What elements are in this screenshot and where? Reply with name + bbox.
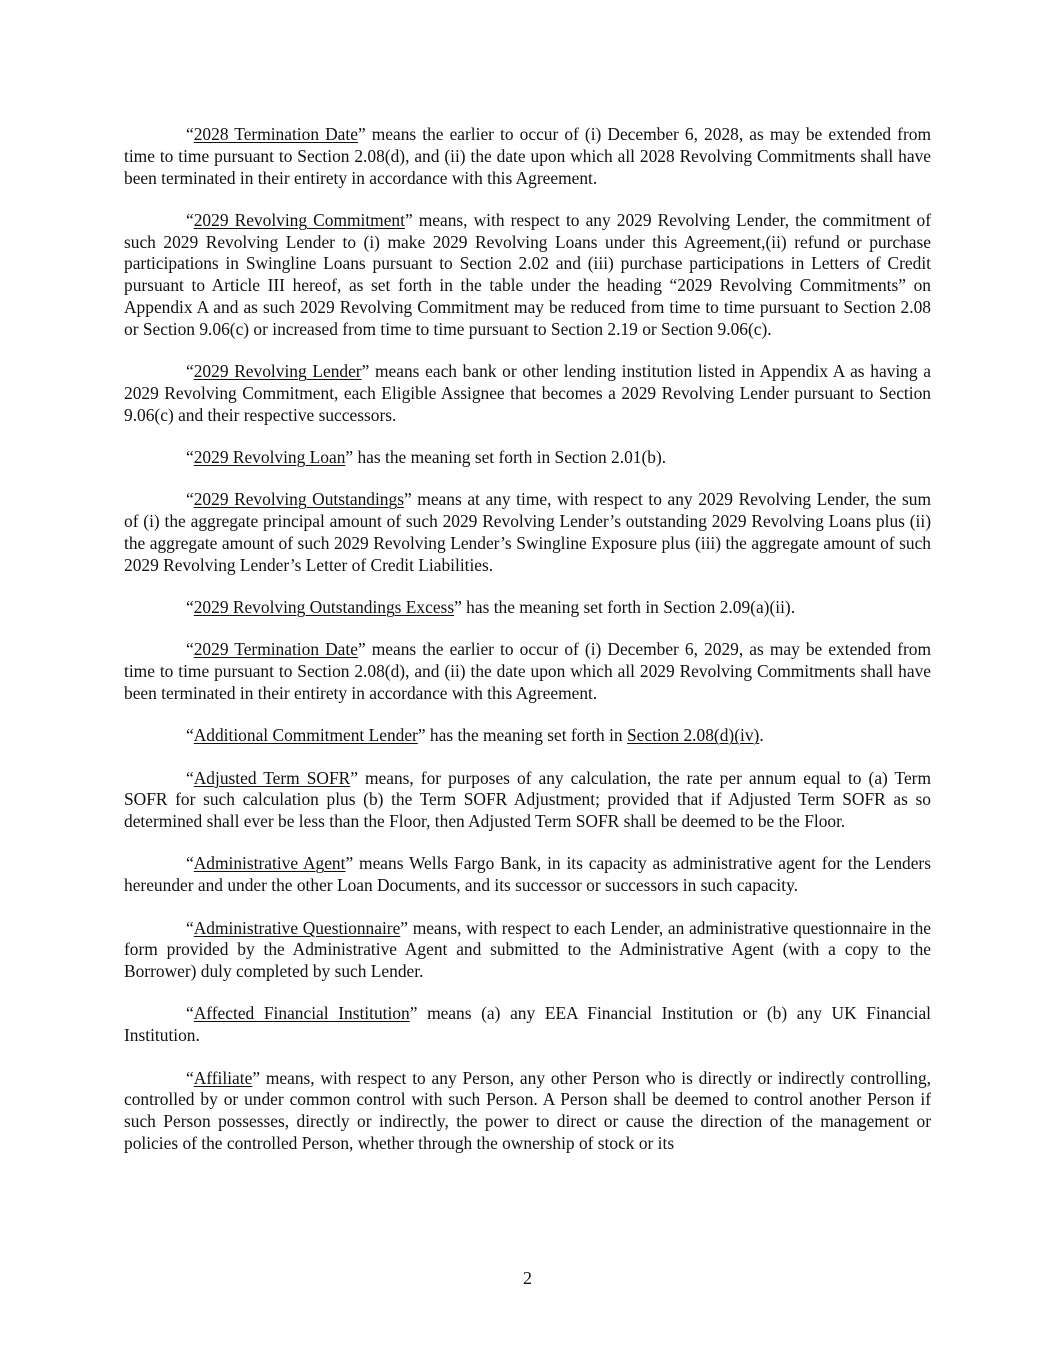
defined-term: 2029 Revolving Outstandings (193, 489, 404, 510)
definition-2029-revolving-loan (124, 447, 931, 469)
page-number: 2 (523, 1268, 532, 1288)
definition-text: ” means Wells Fargo Bank, in its capacity as administrative agent for the Lenders hereunder and under the other Loan Documents, and its successor or successors in such capacity. (124, 853, 931, 896)
open-quote: “ (186, 1067, 194, 1088)
open-quote: “ (186, 124, 194, 144)
open-quote: “ (186, 597, 194, 618)
defined-term: Administrative Agent (193, 853, 346, 874)
definition-text: ” means, with respect to each Lender, an administrative questionnaire in the form provided by the Administrative Agent and submitted to the Administrative Agent (with a copy to the Borrower) duly completed by such Lender. (124, 917, 931, 982)
open-quote: “ (186, 853, 194, 874)
definition-text: ” means, with respect to any Person, any other Person who is directly or indirectly controlling, controlled by or under common control with such Person. A Person shall be deemed to control another Person if such Person possesses, directly or indirectly, the power to direct or cause the direction of the management or policies of the controlled Person, whether through the ownership of stock or its (124, 1067, 931, 1153)
definition-2028-termination-date (124, 124, 931, 189)
open-quote: “ (186, 639, 194, 660)
open-quote: “ (186, 917, 194, 938)
definition-text: ” means at any time, with respect to any 2029 Revolving Lender, the sum of (i) the aggregate principal amount of such 2029 Revolving Lender’s outstanding 2029 Revolving Loans plus (ii) the aggregate amount of such 2029 Revolving Lender’s Swingline Exposure plus (iii) the aggregate amount of such 2029 Revolving Lender’s Letter of Credit Liabilities. (124, 489, 931, 575)
open-quote: “ (186, 209, 194, 230)
open-quote: “ (186, 489, 194, 510)
definition-text: ” means, with respect to any 2029 Revolving Lender, the commitment of such 2029 Revolving Lender to (i) make 2029 Revolving Loans under this Agreement,(ii) refund or purchase participations in Swingline Loans pursuant to Section 2.02 and (iii) purchase participations in Letters of Credit pursuant to Article III hereof, as set forth in the table under the heading “2029 Revolving Commitments” on Appendix A and as such 2029 Revolving Commitment may be reduced from time to time pursuant to Section 2.08 or Section 9.06(c) or increased from time to time pursuant to Section 2.19 or Section 9.06(c). (124, 209, 931, 339)
open-quote: “ (186, 447, 194, 468)
definition-administrative-questionnaire (124, 918, 931, 983)
definition-text: ” means the earlier to occur of (i) December 6, 2028, as may be extended from time to time pursuant to Section 2.08(d), and (ii) the date upon which all 2028 Revolving Commitments shall have been terminated in their entirety in accordance with this Agreement. (124, 124, 931, 188)
defined-term: Affected Financial Institution (193, 1003, 410, 1024)
definition-2029-revolving-lender (124, 361, 931, 426)
defined-term: 2028 Termination Date (193, 124, 358, 144)
defined-term: 2029 Revolving Lender (193, 361, 362, 382)
defined-term: Adjusted Term SOFR (193, 767, 351, 788)
open-quote: “ (186, 767, 194, 788)
open-quote: “ (186, 361, 194, 382)
open-quote: “ (186, 725, 194, 746)
defined-term: Additional Commitment Lender (193, 725, 418, 746)
definition-affiliate (124, 1068, 931, 1155)
definition-affected-financial-institution (124, 1003, 931, 1047)
definition-text: ” has the meaning set forth in Section 2.09(a)(ii). (454, 597, 796, 618)
defined-term: 2029 Termination Date (193, 639, 358, 660)
definition-2029-termination-date (124, 639, 931, 704)
definition-text: ” has the meaning set forth in Section 2.01(b). (345, 447, 667, 468)
definition-2029-revolving-commitment (124, 210, 931, 341)
defined-term: Affiliate (193, 1067, 253, 1088)
definition-text: ” means, for purposes of any calculation, the rate per annum equal to (a) Term SOFR for such calculation plus (b) the Term SOFR Adjustment; provided that if Adjusted Term SOFR as so determined shall ever be less than the Floor, then Adjusted Term SOFR shall be deemed to be the Floor. (124, 767, 931, 832)
definition-2029-revolving-outstandings (124, 489, 931, 576)
open-quote: “ (186, 1003, 194, 1024)
defined-term: 2029 Revolving Commitment (193, 209, 405, 230)
definition-text: ” means the earlier to occur of (i) December 6, 2029, as may be extended from time to time pursuant to Section 2.08(d), and (ii) the date upon which all 2029 Revolving Commitments shall have been terminated in their entirety in accordance with this Agreement. (124, 639, 931, 703)
definition-text: ” means (a) any EEA Financial Institution or (b) any UK Financial Institution. (124, 1003, 931, 1046)
definition-administrative-agent (124, 853, 931, 897)
definition-additional-commitment-lender (124, 725, 931, 747)
definition-2029-revolving-outstandings-excess (124, 597, 931, 619)
definition-text-tail: . (759, 725, 764, 746)
section-cross-reference: Section 2.08(d)(iv) (626, 725, 760, 746)
definition-text: ” means each bank or other lending institution listed in Appendix A as having a 2029 Revolving Commitment, each Eligible Assignee that becomes a 2029 Revolving Lender pursuant to Section 9.06(c) and their respective successors. (124, 361, 931, 425)
defined-term: Administrative Questionnaire (193, 917, 401, 938)
definition-text: ” has the meaning set forth in (417, 725, 627, 746)
definition-adjusted-term-sofr (124, 768, 931, 833)
document-body (124, 124, 931, 1175)
defined-term: 2029 Revolving Loan (193, 447, 346, 468)
defined-term: 2029 Revolving Outstandings Excess (193, 597, 455, 618)
